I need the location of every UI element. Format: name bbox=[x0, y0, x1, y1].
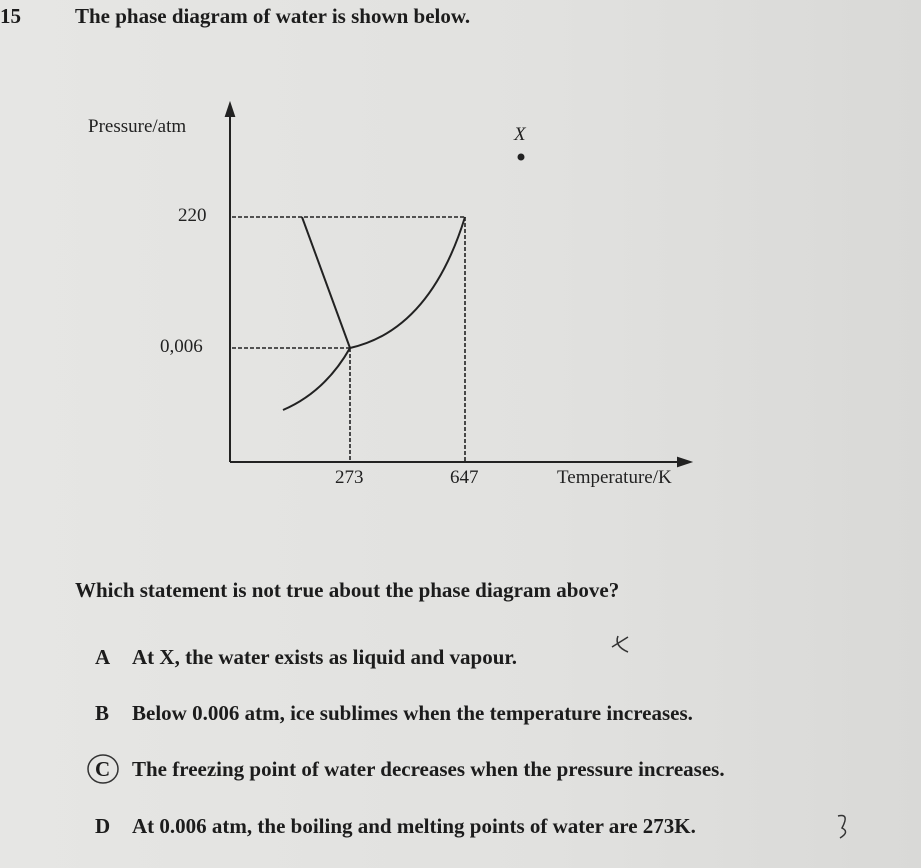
y-tick-0006: 0,006 bbox=[160, 336, 203, 357]
option-letter: C bbox=[95, 757, 111, 781]
x-tick-273: 273 bbox=[335, 467, 364, 488]
sublimation-curve bbox=[283, 348, 350, 410]
point-x bbox=[518, 154, 525, 161]
question-intro: The phase diagram of water is shown below. bbox=[75, 4, 471, 28]
option-text: At 0.006 atm, the boiling and melting points of water are 273K. bbox=[132, 814, 696, 838]
x-axis-arrow bbox=[678, 458, 690, 466]
option-text: At X, the water exists as liquid and vapour. bbox=[132, 645, 518, 669]
question-number: 15 bbox=[0, 4, 21, 28]
point-x-label: X bbox=[514, 124, 526, 145]
handwritten-cross-a bbox=[612, 636, 628, 652]
y-tick-220: 220 bbox=[178, 205, 207, 226]
option-letter: B bbox=[95, 701, 110, 725]
y-axis-arrow bbox=[226, 104, 234, 116]
vaporisation-curve bbox=[350, 217, 465, 348]
x-axis-label: Temperature/K bbox=[557, 467, 672, 488]
option-text: The freezing point of water decreases when the pressure increases. bbox=[132, 757, 725, 781]
option-letter: D bbox=[95, 814, 111, 838]
fusion-curve bbox=[302, 217, 350, 348]
option-letter: A bbox=[95, 645, 111, 669]
x-tick-647: 647 bbox=[450, 467, 479, 488]
y-axis-label: Pressure/atm bbox=[88, 116, 187, 137]
option-text: Below 0.006 atm, ice sublimes when the temperature increases. bbox=[132, 701, 693, 725]
handwritten-mark-d bbox=[838, 816, 846, 839]
question-prompt: Which statement is not true about the phase diagram above? bbox=[75, 578, 620, 602]
